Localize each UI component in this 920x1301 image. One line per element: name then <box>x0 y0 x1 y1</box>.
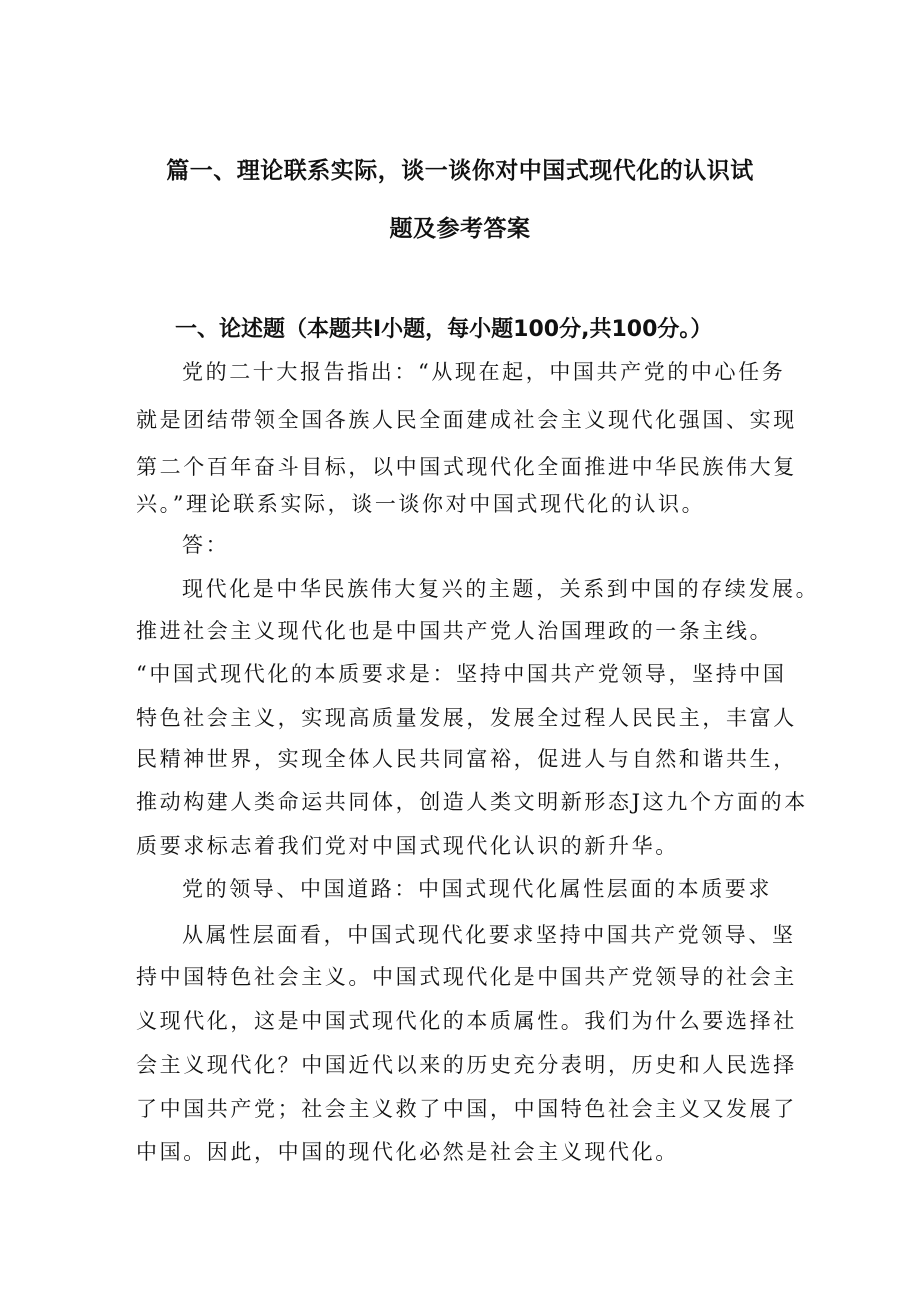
paragraph-line: 推动构建人类命运共同体，创造人类文明新形态J这九个方面的本 <box>136 790 808 814</box>
paragraph-line: 会主义现代化？中国近代以来的历史充分表明，历史和人民选择 <box>136 1053 797 1077</box>
answer-label: 答： <box>182 533 230 557</box>
document-title-line-2: 题及参考答案 <box>389 216 531 242</box>
paragraph-line: 特色社会主义，实现高质量发展，发展全过程人民民主，丰富人 <box>136 706 797 730</box>
subheading-line: 党的领导、中国道路：中国式现代化属性层面的本质要求 <box>182 877 772 901</box>
paragraph-line: 持中国特色社会主义。中国式现代化是中国共产党领导的社会主 <box>136 965 797 989</box>
paragraph-line: 中国。因此，中国的现代化必然是社会主义现代化。 <box>136 1140 679 1164</box>
document-title-line-1: 篇一、理论联系实际，谈一谈你对中国式现代化的认识试 <box>166 158 754 184</box>
paragraph-line: “中国式现代化的本质要求是：坚持中国共产党领导，坚持中国 <box>136 662 787 686</box>
section-heading: 一、论述题（本题共I小题，每小题100分,共100分。） <box>175 317 713 342</box>
paragraph-line: 质要求标志着我们党对中国式现代化认识的新升华。 <box>136 834 679 858</box>
paragraph-line: 兴。”理论联系实际，谈一谈你对中国式现代化的认识。 <box>136 492 706 516</box>
paragraph-line: 党的二十大报告指出：“从现在起，中国共产党的中心任务 <box>182 360 786 384</box>
paragraph-line: 义现代化，这是中国式现代化的本质属性。我们为什么要选择社 <box>136 1009 797 1033</box>
paragraph-line: 民精神世界，实现全体人民共同富裕，促进人与自然和谐共生， <box>136 747 797 771</box>
paragraph-line: 就是团结带领全国各族人民全面建成社会主义现代化强国、实现 <box>136 408 797 432</box>
paragraph-line: 第二个百年奋斗目标，以中国式现代化全面推进中华民族伟大复 <box>136 455 797 479</box>
paragraph-line: 了中国共产党；社会主义救了中国，中国特色社会主义又发展了 <box>136 1097 797 1121</box>
paragraph-line: 从属性层面看，中国式现代化要求坚持中国共产党领导、坚 <box>182 923 796 947</box>
paragraph-line: 推进社会主义现代化也是中国共产党人治国理政的一条主线。 <box>136 619 774 643</box>
paragraph-line: 现代化是中华民族伟大复兴的主题，关系到中国的存续发展。 <box>182 577 820 601</box>
